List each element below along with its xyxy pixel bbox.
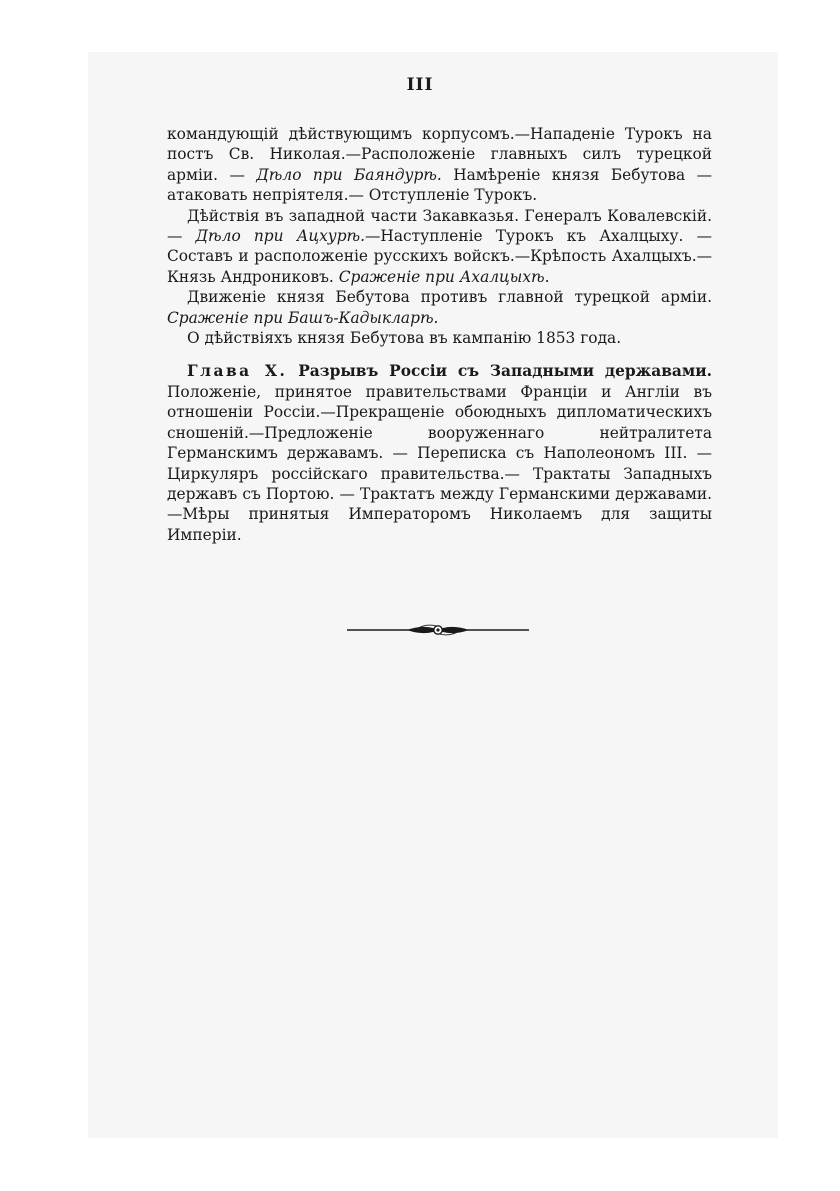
text-run: Намѣреніе князя Бебутова —атаковать непріятеля.— Отступленіе Турокъ.: [167, 165, 712, 205]
page-number: III: [406, 75, 434, 95]
text-run: —Наступленіе Турокъ къ Ахалцыху. — Составъ и расположеніе русскихъ войскъ.—Крѣпость Ахалцыхъ.—Князь Андрониковъ.: [167, 227, 712, 286]
table-of-contents-text: [167, 124, 712, 545]
text-run: О дѣйствіяхъ князя Бебутова въ кампанію 1853 года.: [187, 329, 622, 348]
paragraph-p5: [167, 361, 712, 545]
text-run: Сраженіе при Ахалцыхѣ.: [338, 267, 550, 286]
paragraph-p4: [167, 328, 712, 348]
text-run: Разрывъ Россіи съ Западными державами.: [287, 362, 713, 381]
text-run: Сраженіе при Башъ-Кадыкларѣ.: [167, 308, 439, 327]
text-run: Дѣло при Баяндурѣ.: [256, 165, 442, 184]
paragraph-p3: [167, 287, 712, 328]
paragraph-gap: [167, 348, 712, 361]
text-run: Положеніе, принятое правительствами Франціи и Англіи въ отношеніи Россіи.—Прекращеніе обоюдныхъ дипломатическихъ сношеній.—Предложеніе вооруженнаго нейтралитета Германскимъ державамъ. — Переписка съ Наполеономъ III. — Циркуляръ россійскаго правительства.— Трактаты Западныхъ державъ съ Портою. — Трактатъ между Германскими державами.—Мѣры принятыя Императоромъ Николаемъ для защиты Имперіи.: [167, 382, 712, 544]
text-run: командующій дѣйствующимъ корпусомъ.—Нападеніе Турокъ на постъ Св. Николая.—Расположеніе главныхъ силъ турецкой арміи. —: [167, 125, 712, 184]
ornament-divider-icon: [345, 620, 531, 640]
text-run: Движеніе князя Бебутова противъ главной турецкой арміи.: [187, 288, 712, 307]
text-run: Дѣло при Ацхурѣ.: [195, 227, 366, 246]
text-run: Глава X.: [187, 362, 288, 381]
paragraph-p2: [167, 206, 712, 288]
text-run: Дѣйствія въ западной части Закавказья. Генералъ Ковалевскій.—: [167, 206, 712, 246]
paragraph-p1: [167, 124, 712, 206]
